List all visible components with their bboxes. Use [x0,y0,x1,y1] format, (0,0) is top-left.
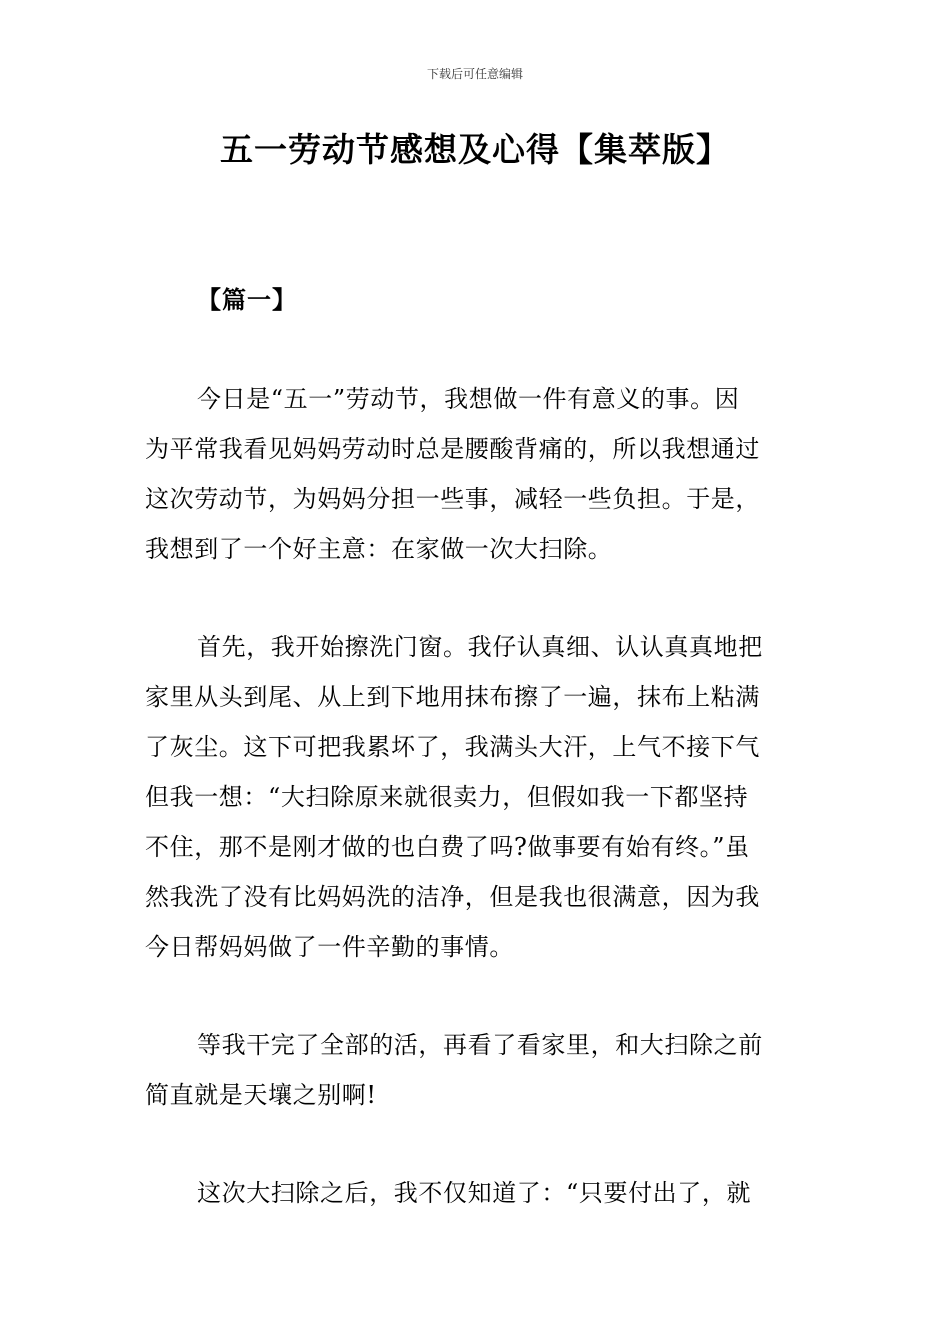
paragraph-line: 为平常我看见妈妈劳动时总是腰酸背痛的，所以我想通过 [145,435,760,463]
paragraph-line: 今日帮妈妈做了一件辛勤的事情。 [145,933,514,961]
paragraph-line: 这次大扫除之后，我不仅知道了：“只要付出了，就 [197,1179,752,1207]
document-title: 五一劳动节感想及心得【集萃版】 [220,130,730,169]
paragraph-line: 这次劳动节，为妈妈分担一些事，减轻一些负担。于是， [145,485,760,513]
paragraph-line: 然我洗了没有比妈妈洗的洁净，但是我也很满意，因为我 [145,883,760,911]
paragraph-line: 但我一想：“大扫除原来就很卖力，但假如我一下都坚持 [145,783,749,811]
paragraph-line: 我想到了一个好主意：在家做一次大扫除。 [145,535,613,563]
section-label: 【篇一】 [197,285,297,314]
paragraph-line: 简直就是天壤之别啊! [145,1081,377,1109]
paragraph-line: 了灰尘。这下可把我累坏了，我满头大汗，上气不接下气 [145,733,760,761]
paragraph-line: 等我干完了全部的活，再看了看家里，和大扫除之前 [197,1031,763,1059]
header-note: 下载后可任意编辑 [426,67,523,81]
paragraph-1 [145,374,809,574]
paragraph-line: 不住，那不是刚才做的也白费了吗?做事要有始有终。”虽 [145,833,750,861]
paragraph-line: 家里从头到尾、从上到下地用抹布擦了一遍，抹布上粘满 [145,683,760,711]
paragraph-line: 今日是“五一”劳动节，我想做一件有意义的事。因 [197,385,740,413]
paragraph-line: 首先，我开始擦洗门窗。我仔认真细、认认真真地把 [197,633,763,661]
paragraph-2 [145,622,809,972]
paragraph-4 [145,1168,809,1218]
paragraph-3 [145,1020,809,1120]
